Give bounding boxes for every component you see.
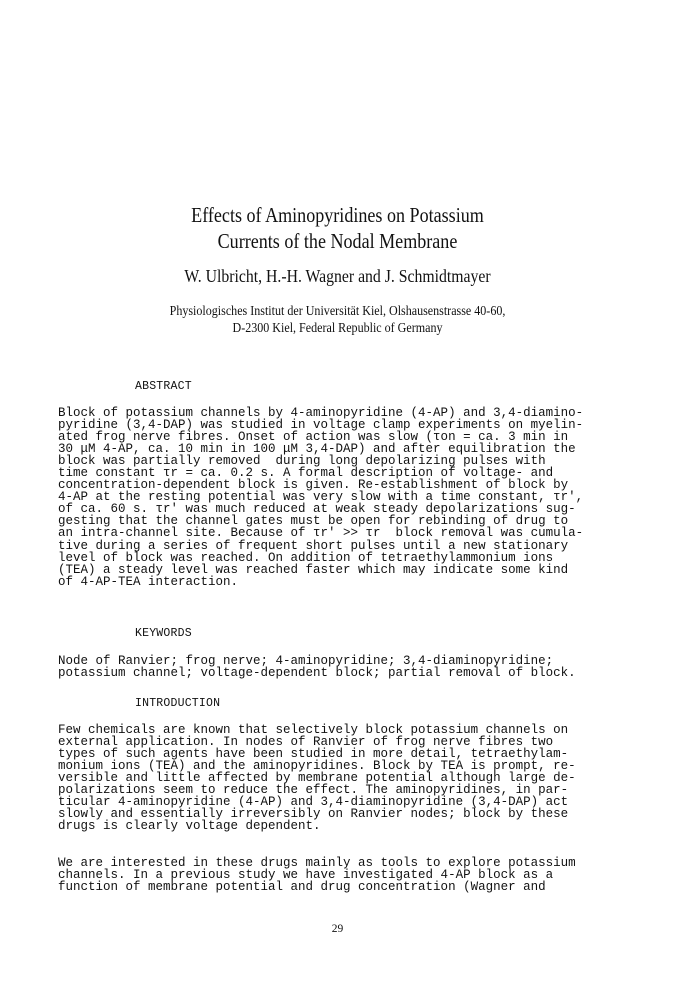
text-line: Few chemicals are known that selectively block potassium channels on xyxy=(58,723,569,737)
author-list: W. Ulbricht, H.-H. Wagner and J. Schmidtmayer xyxy=(184,266,491,286)
introduction-paragraph-1 xyxy=(58,724,618,832)
paper-title xyxy=(82,202,594,254)
text-line: level of block was reached. On addition of tetraethylammonium ions xyxy=(58,550,554,565)
text-line: gesting that the channel gates must be open for rebinding of drug to xyxy=(58,514,569,529)
page-number: 29 xyxy=(331,923,344,935)
text-line: monium ions (TEA) and the aminopyridines. Block by TEA is prompt, re- xyxy=(58,759,576,774)
text-line: of ca. 60 s. τr' was much reduced at weak steady depolarizations sug- xyxy=(58,502,576,517)
text-line: time constant τr = ca. 0.2 s. A formal description of voltage- and xyxy=(58,466,554,481)
text-line: drugs is clearly voltage dependent. xyxy=(58,819,321,834)
text-line: slowly and essentially irreversibly on Ranvier nodes; block by these xyxy=(58,807,569,822)
text-line: 30 μM 4-AP, ca. 10 min in 100 μM 3,4-DAP) and after equilibration the xyxy=(58,442,576,457)
introduction-paragraph-2 xyxy=(58,857,618,893)
affiliation-line-1: Physiologisches Institut der Universität Kiel, Olshausenstrasse 40-60, xyxy=(169,304,506,319)
text-line: concentration-dependent block is given. Re-establishment of block by xyxy=(58,478,569,493)
text-line: pyridine (3,4-DAP) was studied in voltage clamp experiments on myelin- xyxy=(58,418,584,433)
keywords-heading: KEYWORDS xyxy=(135,627,192,640)
text-line: block was partially removed during long depolarizing pulses with xyxy=(58,454,546,469)
abstract-heading: ABSTRACT xyxy=(135,380,192,393)
introduction-heading: INTRODUCTION xyxy=(135,697,221,710)
text-line: channels. In a previous study we have investigated 4-AP block as a xyxy=(58,868,554,883)
text-line: We are interested in these drugs mainly as tools to explore potassium xyxy=(58,856,576,870)
title-line-2: Currents of the Nodal Membrane xyxy=(217,229,458,253)
text-line: potassium channel; voltage-dependent block; partial removal of block. xyxy=(58,666,576,681)
text-line: types of such agents have been studied in more detail, tetraethylam- xyxy=(58,747,569,762)
text-line: versible and little affected by membrane potential although large de- xyxy=(58,771,576,786)
keywords-body xyxy=(58,655,618,679)
abstract-body xyxy=(58,407,618,588)
affiliation xyxy=(82,303,594,337)
text-line: ated frog nerve fibres. Onset of action was slow (τon = ca. 3 min in xyxy=(58,430,569,445)
text-line: of 4-AP-TEA interaction. xyxy=(58,574,239,589)
text-line: Node of Ranvier; frog nerve; 4-aminopyridine; 3,4-diaminopyridine; xyxy=(58,654,554,668)
text-line: external application. In nodes of Ranvier of frog nerve fibres two xyxy=(58,735,554,750)
text-line: ticular 4-aminopyridine (4-AP) and 3,4-diaminopyridine (3,4-DAP) act xyxy=(58,795,569,810)
text-line: function of membrane potential and drug concentration (Wagner and xyxy=(58,880,546,895)
text-line: 4-AP at the resting potential was very slow with a time constant, τr', xyxy=(58,490,584,505)
text-line: an intra-channel site. Because of τr' >> τr block removal was cumula- xyxy=(58,526,584,541)
affiliation-line-2: D-2300 Kiel, Federal Republic of Germany xyxy=(232,321,443,336)
text-line: Block of potassium channels by 4-aminopyridine (4-AP) and 3,4-diamino- xyxy=(58,406,584,420)
text-line: (TEA) a steady level was reached faster which may indicate some kind xyxy=(58,562,569,577)
title-line-1: Effects of Aminopyridines on Potassium xyxy=(191,203,484,227)
text-line: tive during a series of frequent short pulses until a new stationary xyxy=(58,538,569,553)
text-line: polarizations seem to reduce the effect. The aminopyridines, in par- xyxy=(58,783,569,798)
